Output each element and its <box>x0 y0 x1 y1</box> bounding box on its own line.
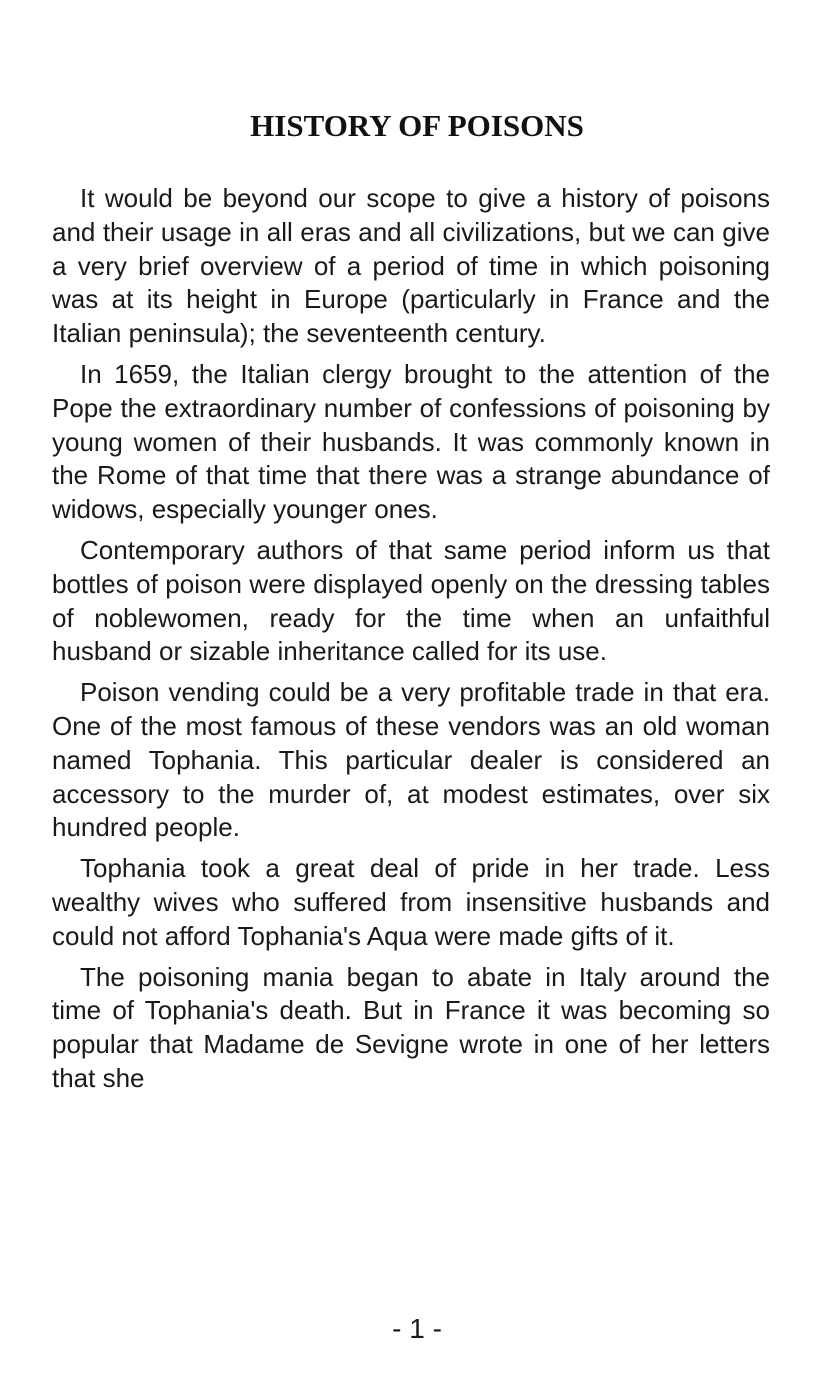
paragraph: Tophania took a great deal of pride in her trade. Less wealthy wives who suffered from insensitive husbands and could not afford Tophania's Aqua were made gifts of it. <box>52 853 770 951</box>
page-number: - 1 - <box>392 1313 442 1344</box>
paragraph: The poisoning mania began to abate in Italy around the time of Tophania's death. But in France it was becoming so popular that Madame de Sevigne wrote in one of her letters that she <box>52 961 770 1093</box>
body-text <box>52 182 770 1103</box>
paragraph: In 1659, the Italian clergy brought to the attention of the Pope the extraordinary number of confessions of poisoning by young women of their husbands. It was commonly known in the Rome of that time that there was a strange abundance of widows, especially younger ones. <box>52 358 770 525</box>
page-title: HISTORY OF POISONS <box>250 108 584 143</box>
paragraph: It would be beyond our scope to give a history of poisons and their usage in all eras and all civilizations, but we can give a very brief overview of a period of time in which poisoning was at its height in Europe (particularly in France and the Italian peninsula); the seventeenth century. <box>52 183 770 349</box>
paragraph: Contemporary authors of that same period inform us that bottles of poison were displayed openly on the dressing tables of noblewomen, ready for the time when an unfaithful husband or sizable inheritance called for its use. <box>52 534 770 667</box>
paragraph: Poison vending could be a very profitable trade in that era. One of the most famous of these vendors was an old woman named Tophania. This particular dealer is considered an accessory to the murder of, at modest estimates, over six hundred people. <box>52 677 770 843</box>
